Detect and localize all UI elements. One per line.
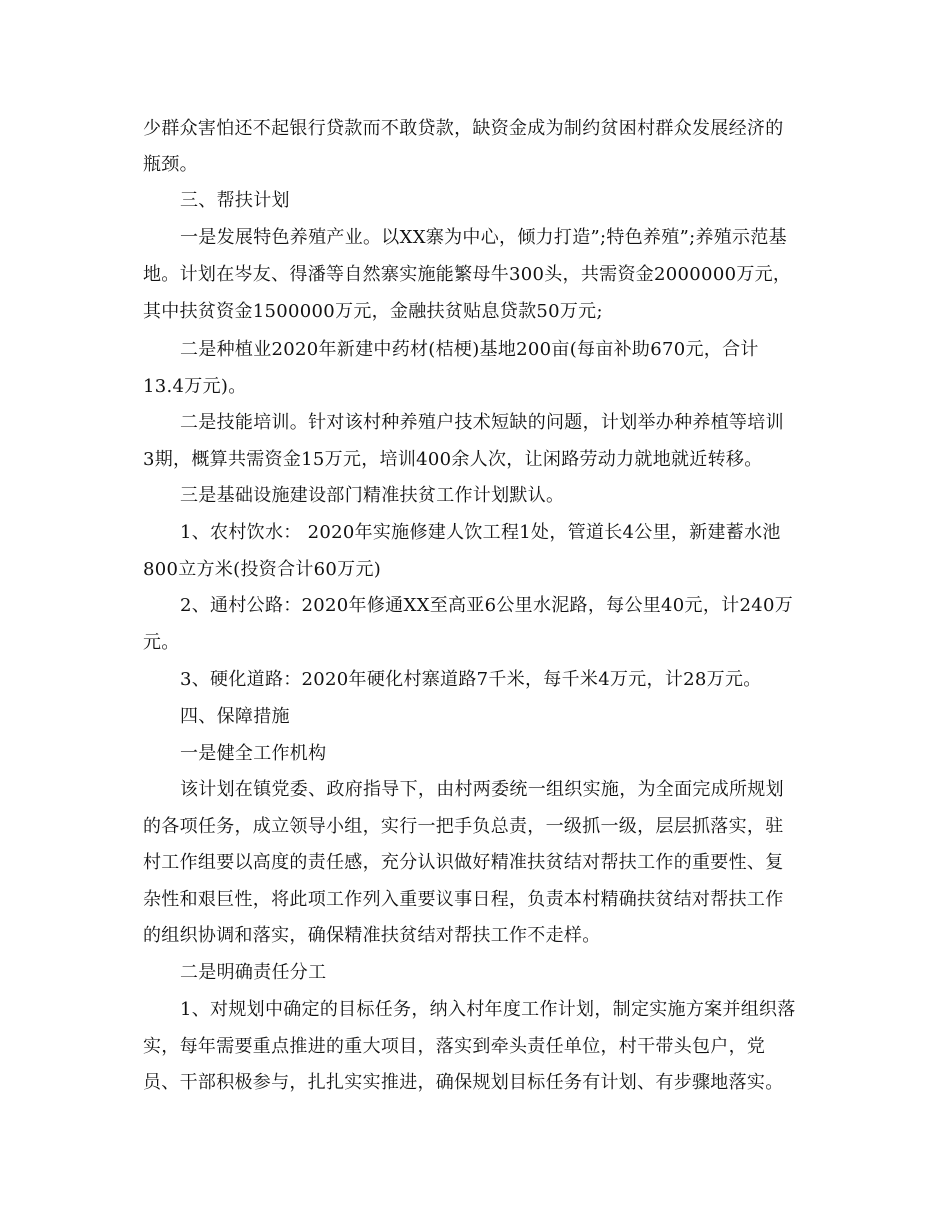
text-line: 地。计划在岑友、得潘等自然寨实施能繁母牛300头，共需资金2000000万元， — [143, 264, 792, 285]
text-line: 的组织协调和落实，确保精准扶贫结对帮扶工作不走样。 — [143, 925, 601, 946]
text-line: 的各项任务，成立领导小组，实行一把手负总责，一级抓一级，层层抓落实，驻 — [143, 816, 784, 837]
text-line: 800立方米(投资合计60万元) — [143, 559, 382, 580]
section-heading: 三、帮扶计划 — [180, 190, 290, 211]
text-line: 13.4万元)。 — [143, 376, 247, 397]
text-line: 杂性和艰巨性，将此项工作列入重要议事日程，负责本村精确扶贫结对帮扶工作 — [143, 889, 784, 910]
text-line: 三是基础设施建设部门精准扶贫工作计划默认。 — [180, 485, 565, 506]
text-line: 其中扶贫资金1500000万元，金融扶贫贴息贷款50万元; — [143, 301, 603, 322]
subheading: 二是明确责任分工 — [180, 962, 327, 983]
text-line: 村工作组要以高度的责任感，充分认识做好精准扶贫结对帮扶工作的重要性、复 — [143, 852, 784, 873]
text-line: 3、硬化道路：2020年硬化村寨道路7千米，每千米4万元，计28万元。 — [180, 669, 762, 690]
text-line: 元。 — [143, 632, 180, 653]
section-heading: 四、保障措施 — [180, 706, 290, 727]
text-line: 实，每年需要重点推进的重大项目，落实到牵头责任单位，村干带头包户，党 — [143, 1036, 766, 1057]
text-line: 1、农村饮水： 2020年实施修建人饮工程1处，管道长4公里，新建蓄水池 — [180, 522, 781, 543]
text-line: 瓶颈。 — [143, 154, 198, 175]
text-line: 一是发展特色养殖产业。以XX寨为中心，倾力打造”;特色养殖”;养殖示范基 — [180, 227, 787, 248]
subheading: 一是健全工作机构 — [180, 743, 327, 764]
text-line: 员、干部积极参与，扎扎实实推进，确保规划目标任务有计划、有步骤地落实。 — [143, 1072, 784, 1093]
text-line: 3期，概算共需资金15万元，培训400余人次，让闲路劳动力就地就近转移。 — [143, 449, 763, 470]
text-line: 1、对规划中确定的目标任务，纳入村年度工作计划，制定实施方案并组织落 — [180, 999, 796, 1020]
text-line: 二是种植业2020年新建中药材(桔梗)基地200亩(每亩补助670元，合计 — [180, 339, 759, 360]
text-line: 该计划在镇党委、政府指导下，由村两委统一组织实施，为全面完成所规划 — [180, 779, 784, 800]
text-line: 二是技能培训。针对该村种养殖户技术短缺的问题，计划举办种养植等培训 — [180, 412, 784, 433]
text-line: 2、通村公路：2020年修通XX至高亚6公里水泥路，每公里40元，计240万 — [180, 595, 793, 616]
text-line: 少群众害怕还不起银行贷款而不敢贷款，缺资金成为制约贫困村群众发展经济的 — [143, 118, 784, 139]
